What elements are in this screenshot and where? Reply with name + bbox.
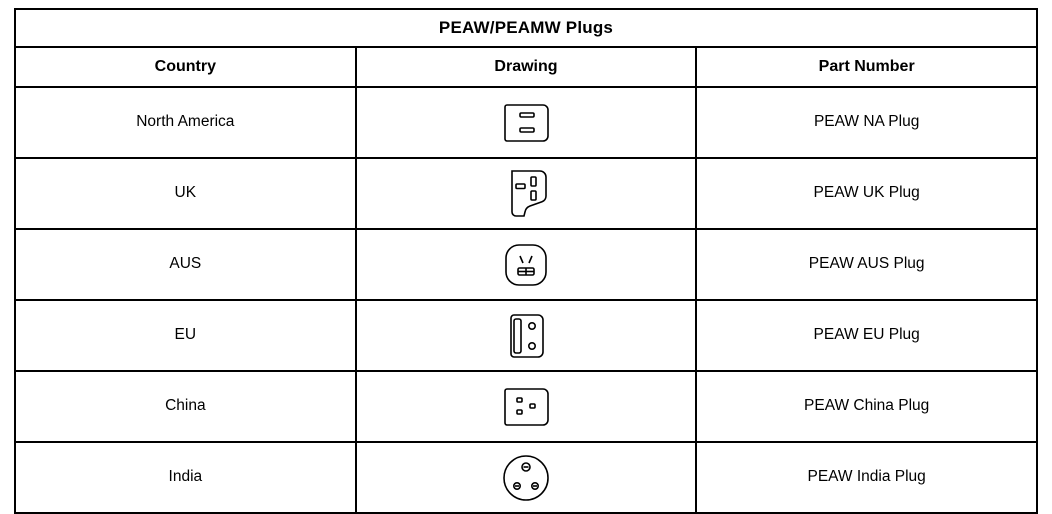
plug-aus-icon: [357, 239, 696, 291]
cell-part-number: [696, 442, 1037, 513]
cell-drawing: [356, 371, 697, 442]
country-label: India: [168, 468, 203, 486]
cell-drawing: [356, 158, 697, 229]
country-label: AUS: [169, 255, 202, 273]
country-label: UK: [174, 184, 197, 202]
cell-drawing: [356, 442, 697, 513]
cell-country: [15, 300, 356, 371]
cell-part-number: [696, 158, 1037, 229]
table-row: [15, 229, 1037, 300]
cell-drawing: [356, 229, 697, 300]
cell-country: [15, 371, 356, 442]
plugs-table: [14, 8, 1038, 514]
part-number-label: PEAW NA Plug: [813, 113, 920, 131]
column-header-drawing: Drawing: [356, 47, 697, 87]
plug-na-icon: [357, 98, 696, 148]
cell-country: [15, 229, 356, 300]
cell-part-number: [696, 87, 1037, 158]
cell-country: [15, 158, 356, 229]
country-label: North America: [136, 113, 235, 131]
cell-country: [15, 442, 356, 513]
table-header-row: [15, 47, 1037, 87]
plug-eu-icon: [357, 309, 696, 363]
part-number-label: PEAW India Plug: [807, 468, 926, 486]
table-row: [15, 158, 1037, 229]
cell-country: [15, 87, 356, 158]
part-number-label: PEAW EU Plug: [813, 326, 920, 344]
table-title-row: [15, 9, 1037, 47]
plug-uk-icon: [357, 166, 696, 222]
cell-drawing: [356, 87, 697, 158]
plug-india-icon: [357, 450, 696, 506]
table-row: [15, 87, 1037, 158]
plug-china-icon: [357, 382, 696, 432]
part-number-label: PEAW China Plug: [804, 397, 930, 415]
part-number-label: PEAW UK Plug: [813, 184, 920, 202]
cell-part-number: [696, 300, 1037, 371]
table-row: [15, 300, 1037, 371]
table-row: [15, 442, 1037, 513]
column-header-country: Country: [15, 47, 356, 87]
table-row: [15, 371, 1037, 442]
column-header-part-number: Part Number: [696, 47, 1037, 87]
country-label: EU: [174, 326, 197, 344]
country-label: China: [165, 397, 206, 415]
cell-drawing: [356, 300, 697, 371]
cell-part-number: [696, 229, 1037, 300]
part-number-label: PEAW AUS Plug: [808, 255, 925, 273]
table-title: PEAW/PEAMW Plugs: [15, 9, 1037, 47]
cell-part-number: [696, 371, 1037, 442]
